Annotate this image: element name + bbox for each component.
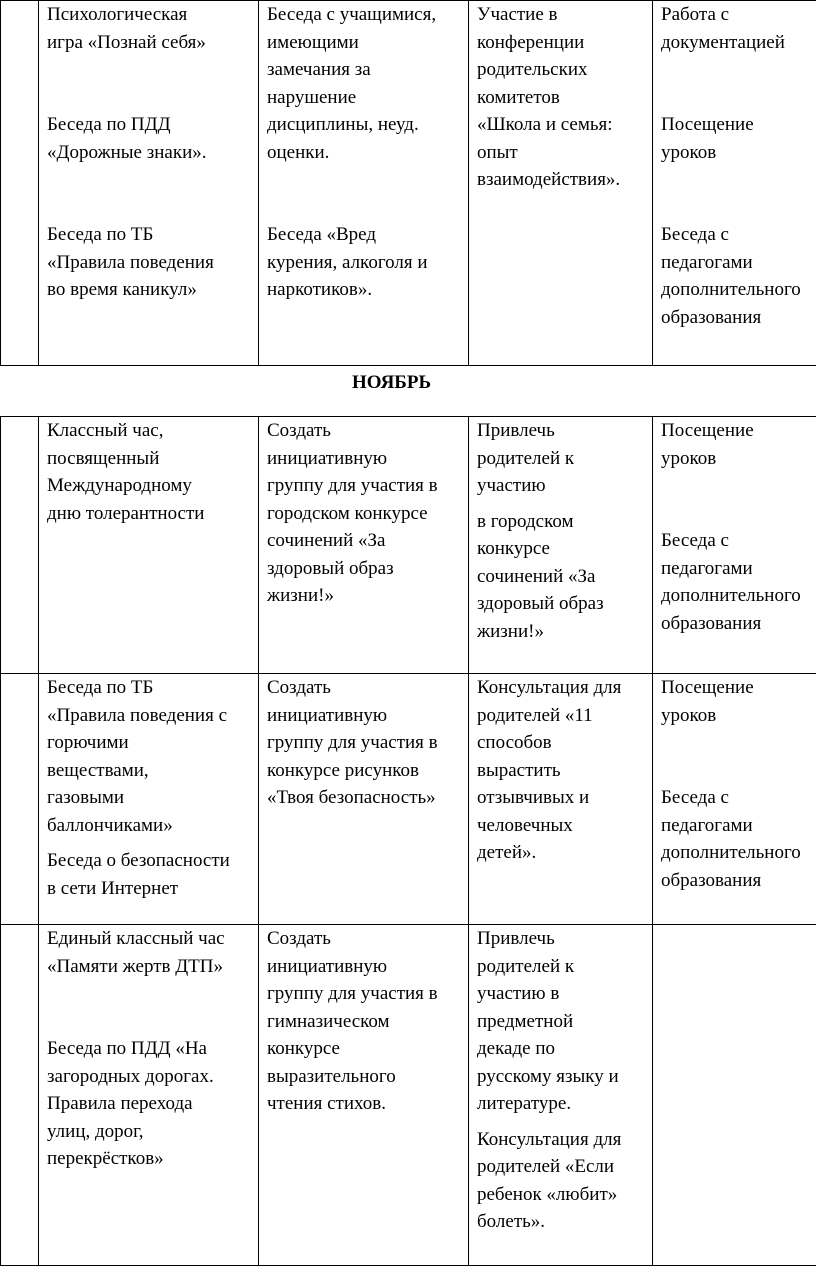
class-activity-cell [39, 925, 259, 1266]
activity-text: Создать инициативную группу для участия в гимназическом конкурсе выразительного чтения стихов. [267, 928, 438, 1114]
activity-text: Работа с документацией [661, 4, 785, 53]
parent-work-cell [469, 925, 653, 1266]
activity-text: Консультация для родителей «Если ребенок «любит» болеть». [477, 1128, 622, 1232]
activity-text: Беседа «Вред курения, алкоголя и наркотиков». [267, 224, 428, 300]
student-work-cell [259, 1, 469, 366]
activity-text: Психологическая игра «Познай себя» [47, 4, 206, 53]
row-number-cell [1, 674, 39, 925]
activity-text: Беседа по ПДД «Дорожные знаки». [47, 114, 207, 163]
month-header-row [1, 366, 816, 417]
activity-text: Беседа с педагогами дополнительного образования [661, 224, 801, 328]
teacher-work-cell [653, 925, 816, 1266]
activity-text: Консультация для родителей «11 способов вырастить отзывчивых и человечных детей». [477, 677, 622, 863]
activity-text: Беседа с педагогами дополнительного образования [661, 787, 801, 891]
teacher-work-cell [653, 1, 816, 366]
activity-text: в городском конкурсе сочинений «За здоровый образ жизни!» [477, 510, 604, 642]
month-title: НОЯБРЬ [351, 372, 432, 394]
class-activity-cell [39, 417, 259, 674]
activity-text: Посещение уроков [661, 677, 754, 726]
activity-text: Создать инициативную группу для участия в конкурсе рисунков «Твоя безопасность» [267, 677, 438, 808]
activity-text: Создать инициативную группу для участия в городском конкурсе сочинений «За здоровый образ жизни!» [267, 420, 438, 606]
activity-text: Участие в конференции родительских комитетов «Школа и семья: опыт взаимодействия». [477, 4, 621, 190]
activity-text: Беседа о безопасности в сети Интернет [47, 850, 230, 899]
table-row [1, 925, 816, 1266]
activity-text: Беседа с учащимися, имеющими замечания за нарушение дисциплины, неуд. оценки. [267, 4, 437, 163]
activity-text: Беседа по ТБ «Правила поведения во время каникул» [47, 224, 214, 300]
activity-text: Привлечь родителей к участию в предметной декаде по русскому языку и литературе. [477, 928, 619, 1114]
activity-text: Привлечь родителей к участию [477, 420, 575, 496]
parent-work-cell [469, 674, 653, 925]
parent-work-cell [469, 417, 653, 674]
table-row [1, 417, 816, 674]
class-activity-cell [39, 674, 259, 925]
activity-text: Беседа по ПДД «На загородных дорогах. Правила перехода улиц, дорог, перекрёстков» [47, 1038, 214, 1169]
activity-text: Единый классный час «Памяти жертв ДТП» [47, 928, 225, 977]
table-row [1, 674, 816, 925]
row-number-cell [1, 1, 39, 366]
activity-text: Посещение уроков [661, 420, 754, 469]
row-number-cell [1, 417, 39, 674]
class-activity-cell [39, 1, 259, 366]
table-row [1, 1, 816, 366]
student-work-cell [259, 417, 469, 674]
teacher-work-cell [653, 417, 816, 674]
activity-text: Посещение уроков [661, 114, 754, 163]
activity-text: Беседа с педагогами дополнительного образования [661, 530, 801, 634]
student-work-cell [259, 925, 469, 1266]
activity-text: Беседа по ТБ «Правила поведения с горючими веществами, газовыми баллончиками» [47, 677, 228, 836]
row-number-cell [1, 925, 39, 1266]
student-work-cell [259, 674, 469, 925]
activity-text: Классный час, посвященный Международному дню толерантности [47, 420, 205, 524]
teacher-work-cell [653, 674, 816, 925]
month-title-cell [1, 366, 816, 417]
parent-work-cell [469, 1, 653, 366]
